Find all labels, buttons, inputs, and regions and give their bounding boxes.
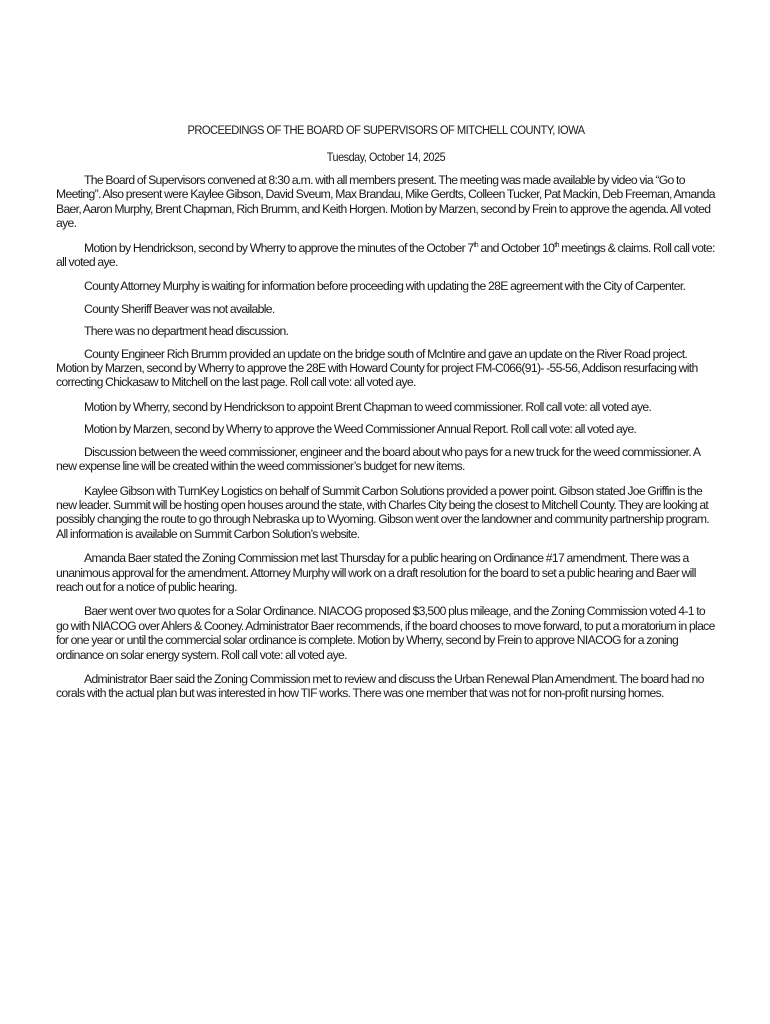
paragraph-summit-carbon: Kaylee Gibson with TurnKey Logistics on behalf of Summit Carbon Solutions provided a power point. Gibson stated Joe Griffin is the new leader. Summit will be hosting open houses around the state, with Charles City being the closest to Mitchell County. They are looking at possibly changing the route to go through Nebraska up to Wyoming. Gibson went over the landowner and community partnership program. All information is available on Summit Carbon Solution’s website. [56,483,710,541]
minutes-text-c: meetings & claims. Roll call vote: all voted aye. [56,240,715,270]
paragraph-county-engineer: County Engineer Rich Brumm provided an update on the bridge south of McIntire and gave an update on the River Road project. Motion by Marzen, second by Wherry to approve the 28E with Howard County for project FM-C066(91)- -55-56, Addison resurfacing with correcting Chickasaw to Mitchell on the last page. Roll call vote: all voted aye. [56,346,698,390]
ordinal-suffix: th [554,241,559,249]
paragraph-county-sheriff: County Sheriff Beaver was not available. [84,301,275,316]
paragraph-attendance: The Board of Supervisors convened at 8:30 a.m. with all members present. The meeting was made available by video via “Go to Meeting”. Also present were Kaylee Gibson, David Sveum, Max Brandau, Mike Gerdts, Colleen Tucker, Pat Mackin, Deb Freeman, Amanda Baer, Aaron Murphy, Brent Chapman, Rich Brumm, and Keith Horgen. Motion by Marzen, second by Frein to approve the agenda. All voted aye. [56,173,715,231]
meeting-date: Tuesday, October 14, 2025 [326,150,446,164]
minutes-text-b: and October 10 [477,240,555,255]
paragraph-minutes-approval [56,241,716,270]
paragraph-weed-annual-report: Motion by Marzen, second by Wherry to approve the Weed Commissioner Annual Report. Roll call vote: all voted aye. [84,422,637,437]
paragraph-weed-truck-discussion: Discussion between the weed commissioner, engineer and the board about who pays for a new truck for the weed commissioner. A new expense line will be created within the weed commissioner’s budget for new items. [56,444,700,474]
paragraph-zoning-ordinance-17: Amanda Baer stated the Zoning Commission met last Thursday for a public hearing on Ordinance #17 amendment. There was a unanimous approval for the amendment. Attorney Murphy will work on a draft resolution for the board to set a public hearing and Baer will reach out for a notice of public hearing. [56,551,696,594]
paragraph-urban-renewal: Administrator Baer said the Zoning Commission met to review and discuss the Urban Renewal Plan Amendment. The board had no corals with the actual plan but was interested in how TIF works. There was one member that was not for non-profit nursing homes. [56,671,704,701]
minutes-text-a: Motion by Hendrickson, second by Wherry to approve the minutes of the October 7 [84,240,474,255]
document-title: PROCEEDINGS OF THE BOARD OF SUPERVISORS OF MITCHELL COUNTY, IOWA [187,123,585,137]
paragraph-solar-ordinance: Baer went over two quotes for a Solar Ordinance. NIACOG proposed $3,500 plus mileage, and the Zoning Commission voted 4-1 to go with NIACOG over Ahlers & Cooney. Administrator Baer recommends, if the board chooses to move forward, to put a moratorium in place for one year or until the commercial solar ordinance is complete. Motion by Wherry, second by Frein to approve NIACOG for a zoning ordinance on solar energy system. Roll call vote: all voted aye. [56,604,715,662]
paragraph-department-heads: There was no department head discussion. [84,324,289,339]
ordinal-suffix: th [473,241,478,249]
paragraph-county-attorney: County Attorney Murphy is waiting for information before proceeding with updating the 28E agreement with the City of Carpenter. [84,279,686,294]
paragraph-weed-commissioner-appointment: Motion by Wherry, second by Hendrickson to appoint Brent Chapman to weed commissioner. Roll call vote: all voted aye. [84,399,652,414]
document-body [56,122,716,711]
